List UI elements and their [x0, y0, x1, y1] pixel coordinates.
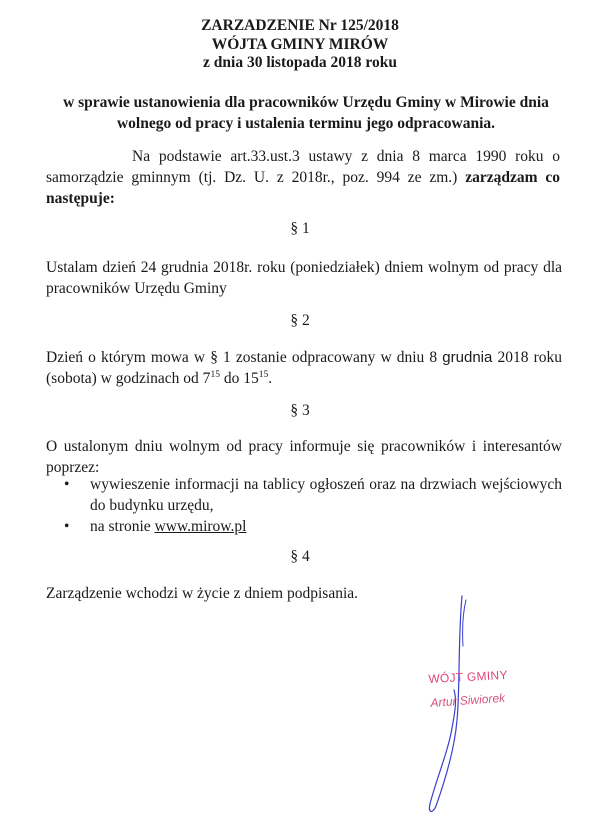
section-3-text: O ustalonym dniu wolnym od pracy informuje się pracowników i interesantów poprzez:	[46, 438, 562, 476]
legal-basis-decree: zarządzam co następuje:	[46, 169, 561, 207]
month-word: grudnia	[442, 349, 493, 366]
header-date: z dnia 30 listopada 2018 roku	[203, 54, 397, 71]
section-2-heading: § 2	[290, 312, 310, 329]
bullet-icon: •	[64, 476, 70, 493]
header-title: ZARZADZENIE Nr 125/2018	[201, 17, 399, 34]
website-link[interactable]: www.mirow.pl	[154, 518, 247, 535]
section-2-text: Dzień o którym mowa w § 1 zostanie odpracowany w dniu 8 grudnia 2018 roku (sobota) w godzinach od $7^{15}$ do $15^{15}$.	[46, 349, 562, 387]
document-subject: w sprawie ustanowienia dla pracowników Urzędu Gminy w Mirowie dnia wolnego od pracy i ustalenia terminu jego odpracowania.	[63, 94, 549, 132]
legal-basis-text: Na podstawie art.33.ust.3 ustawy z dnia 8 marca 1990 roku o samorządzie gminnym (tj. Dz. U. z 2018r., poz. 994 ze zm.)	[46, 148, 560, 186]
section-4-heading: § 4	[290, 548, 310, 565]
header-issuer: WÓJTA GMINY MIRÓW	[211, 35, 389, 53]
section-4-text: Zarządzenie wchodzi w życie z dniem podpisania.	[46, 585, 359, 602]
list-item: • na stronie www.mirow.pl	[64, 518, 247, 535]
stamp-title: WÓJT GMINY	[428, 667, 509, 686]
list-item: • wywieszenie informacji na tablicy ogłoszeń oraz na drzwiach wejściowych do budynku urzędu,	[64, 476, 562, 514]
section-1-heading: § 1	[290, 220, 310, 237]
section-1-text: Ustalam dzień 24 grudnia 2018r. roku (poniedziałek) dniem wolnym od pracy dla pracowników Urzędu Gminy	[46, 259, 562, 297]
section-3-heading: § 3	[290, 402, 310, 419]
bullet-icon: •	[64, 518, 70, 535]
stamp-name: Artur Siwiorek	[430, 690, 506, 710]
